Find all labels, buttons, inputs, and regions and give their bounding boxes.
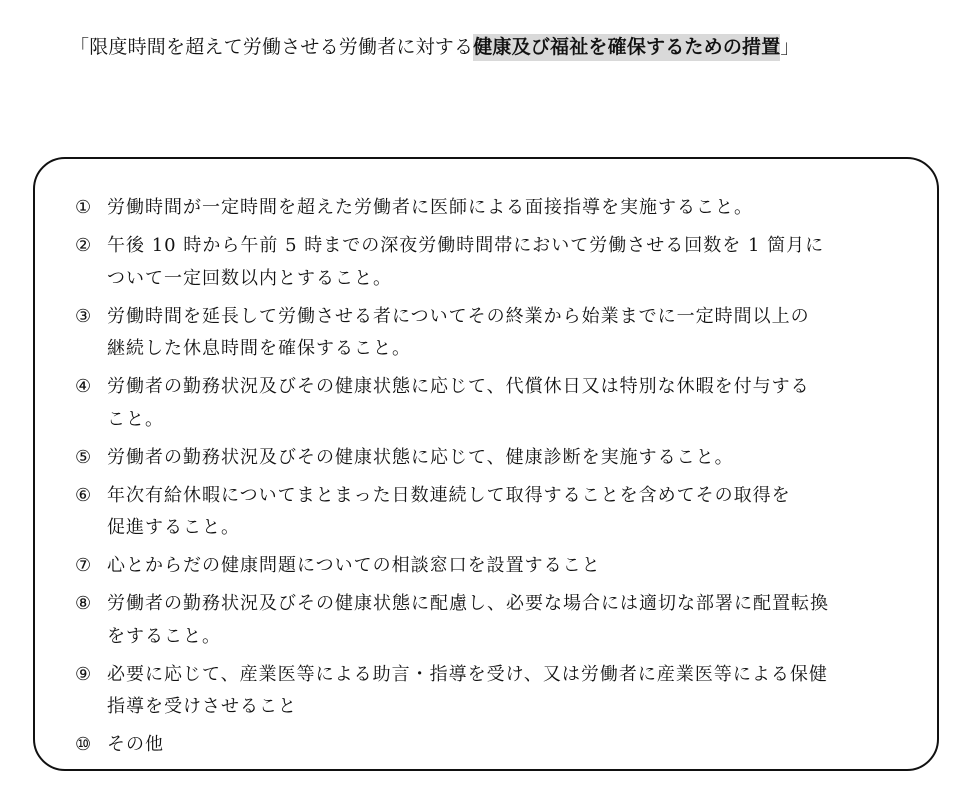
list-item xyxy=(75,442,915,475)
title-highlight: 健康及び福祉を確保するための措置 xyxy=(473,34,780,61)
list-item xyxy=(75,301,915,366)
list-item xyxy=(75,550,915,583)
item-text: その他 xyxy=(107,734,164,755)
item-number: ② xyxy=(75,235,92,256)
item-number: ⑤ xyxy=(75,446,92,468)
item-text: 労働者の勤務状況及びその健康状態に応じて、代償休日又は特別な休暇を付与する こと。 xyxy=(107,376,810,430)
open-quote: 「 xyxy=(70,36,90,58)
list-item xyxy=(75,371,915,436)
document-title xyxy=(70,34,800,60)
item-number: ⑩ xyxy=(75,734,92,755)
item-text: 労働者の勤務状況及びその健康状態に応じて、健康診断を実施すること。 xyxy=(107,446,734,468)
item-text: 労働時間が一定時間を超えた労働者に医師による面接指導を実施すること。 xyxy=(107,197,753,218)
item-text: 労働者の勤務状況及びその健康状態に配慮し、必要な場合には適切な部署に配置転換 をすること。 xyxy=(107,593,829,647)
item-number: ④ xyxy=(75,376,92,397)
measures-list xyxy=(75,192,915,767)
close-quote: 」 xyxy=(780,36,800,58)
list-item xyxy=(75,588,915,653)
item-number: ⑧ xyxy=(75,593,92,614)
item-text: 心とからだの健康問題についての相談窓口を設置すること xyxy=(107,555,601,576)
list-item xyxy=(75,480,915,545)
item-text: 年次有給休暇についてまとまった日数連続して取得することを含めてその取得を 促進すること。 xyxy=(107,484,791,538)
list-item xyxy=(75,192,915,225)
item-text: 必要に応じて、産業医等による助言・指導を受け、又は労働者に産業医等による保健 指導を受けさせること xyxy=(107,663,828,717)
item-number: ⑥ xyxy=(75,484,92,506)
list-item xyxy=(75,230,915,295)
list-item xyxy=(75,659,915,724)
item-number: ⑨ xyxy=(75,663,92,685)
list-item xyxy=(75,729,915,762)
item-number: ③ xyxy=(75,305,92,327)
item-text: 午後 10 時から午前 5 時までの深夜労働時間帯において労働させる回数を 1 箇月に ついて一定回数以内とすること。 xyxy=(107,235,825,289)
title-prefix: 限度時間を超えて労働させる労働者に対する xyxy=(89,36,474,58)
item-text: 労働時間を延長して労働させる者についてその終業から始業までに一定時間以上の 継続した休息時間を確保すること。 xyxy=(107,305,810,359)
item-number: ⑦ xyxy=(75,555,92,576)
item-number: ① xyxy=(75,197,92,218)
